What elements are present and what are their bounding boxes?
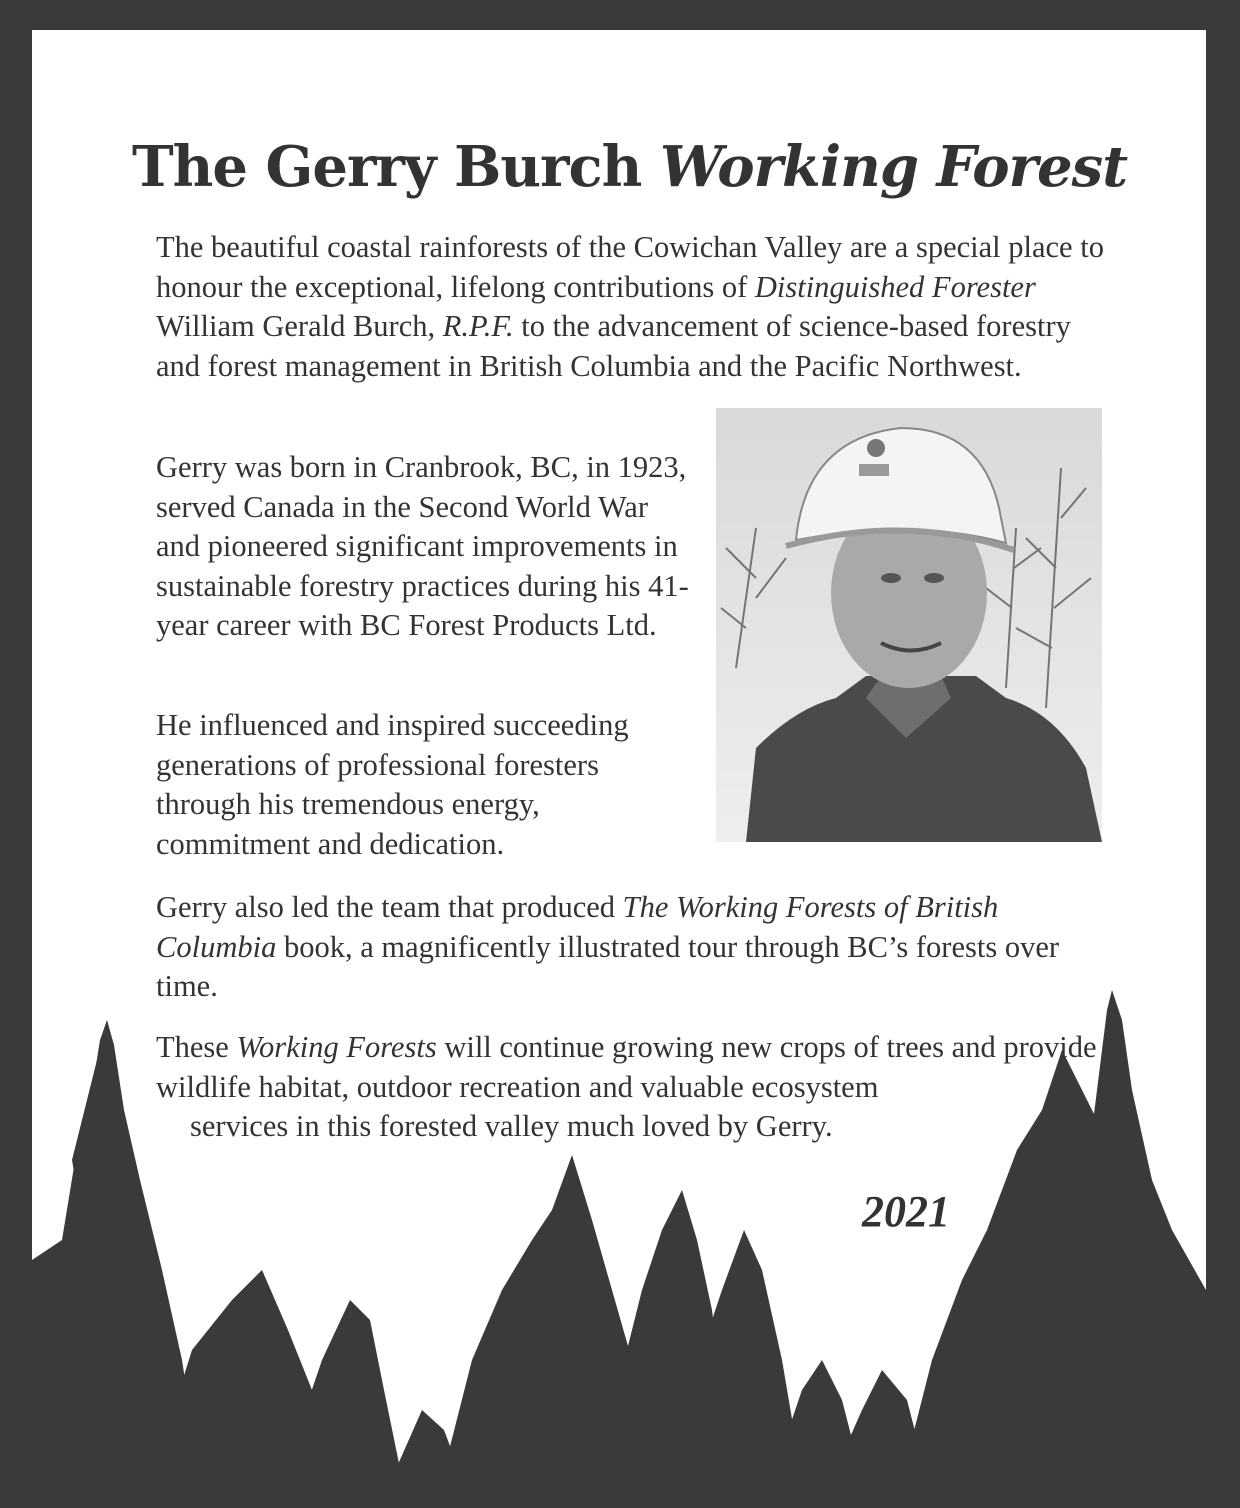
p1-distinguished-forester: Distinguished Forester [754,269,1036,304]
p1-text-a: The beautiful coastal rainforests of the Cowichan Valley are a special place to honour the exceptional, lifelong contributions of [156,230,1104,304]
p5-text-b: will continue growing new crops of trees and provide wildlife habitat, outdoor recreation and valuable ecosystem [156,1030,1097,1104]
p4-text-a: Gerry also led the team that produced [156,890,623,924]
p5-text-a: These [156,1030,237,1064]
plaque-panel [32,30,1206,1478]
p5-text-c: services in this forested valley much loved by Gerry. [190,1109,833,1143]
portrait-photo [716,408,1102,842]
p1-rpf: R.P.F. [442,309,514,343]
book-paragraph [156,888,1106,1007]
title-main: The Gerry Burch [132,134,660,200]
p1-text-c: to the advancement of science-based forestry and forest management in British Columbia and the Pacific Northwest. [156,309,1071,383]
p5-working-forests: Working Forests [236,1030,437,1064]
year-label: 2021 [862,1187,950,1236]
birth-paragraph: Gerry was born in Cranbrook, BC, in 1923, served Canada in the Second World War and pioneered significant improvements in sustainable forestry practices during his 41-year career with BC Forest Products Ltd. [156,450,689,642]
title-italic: Working Forest [659,134,1128,200]
p4-book-title: The Working Forests of British Columbia [156,890,999,964]
closing-paragraph [156,1028,1106,1147]
p4-text-b: book, a magnificently illustrated tour through BC’s forests over time. [156,929,1060,1003]
influence-paragraph: He influenced and inspired succeeding generations of professional foresters through his tremendous energy, commitment and dedication. [156,708,629,861]
plaque-title [132,134,1132,200]
intro-paragraph [156,228,1106,386]
p1-text-b: William Gerald Burch, [156,309,443,343]
